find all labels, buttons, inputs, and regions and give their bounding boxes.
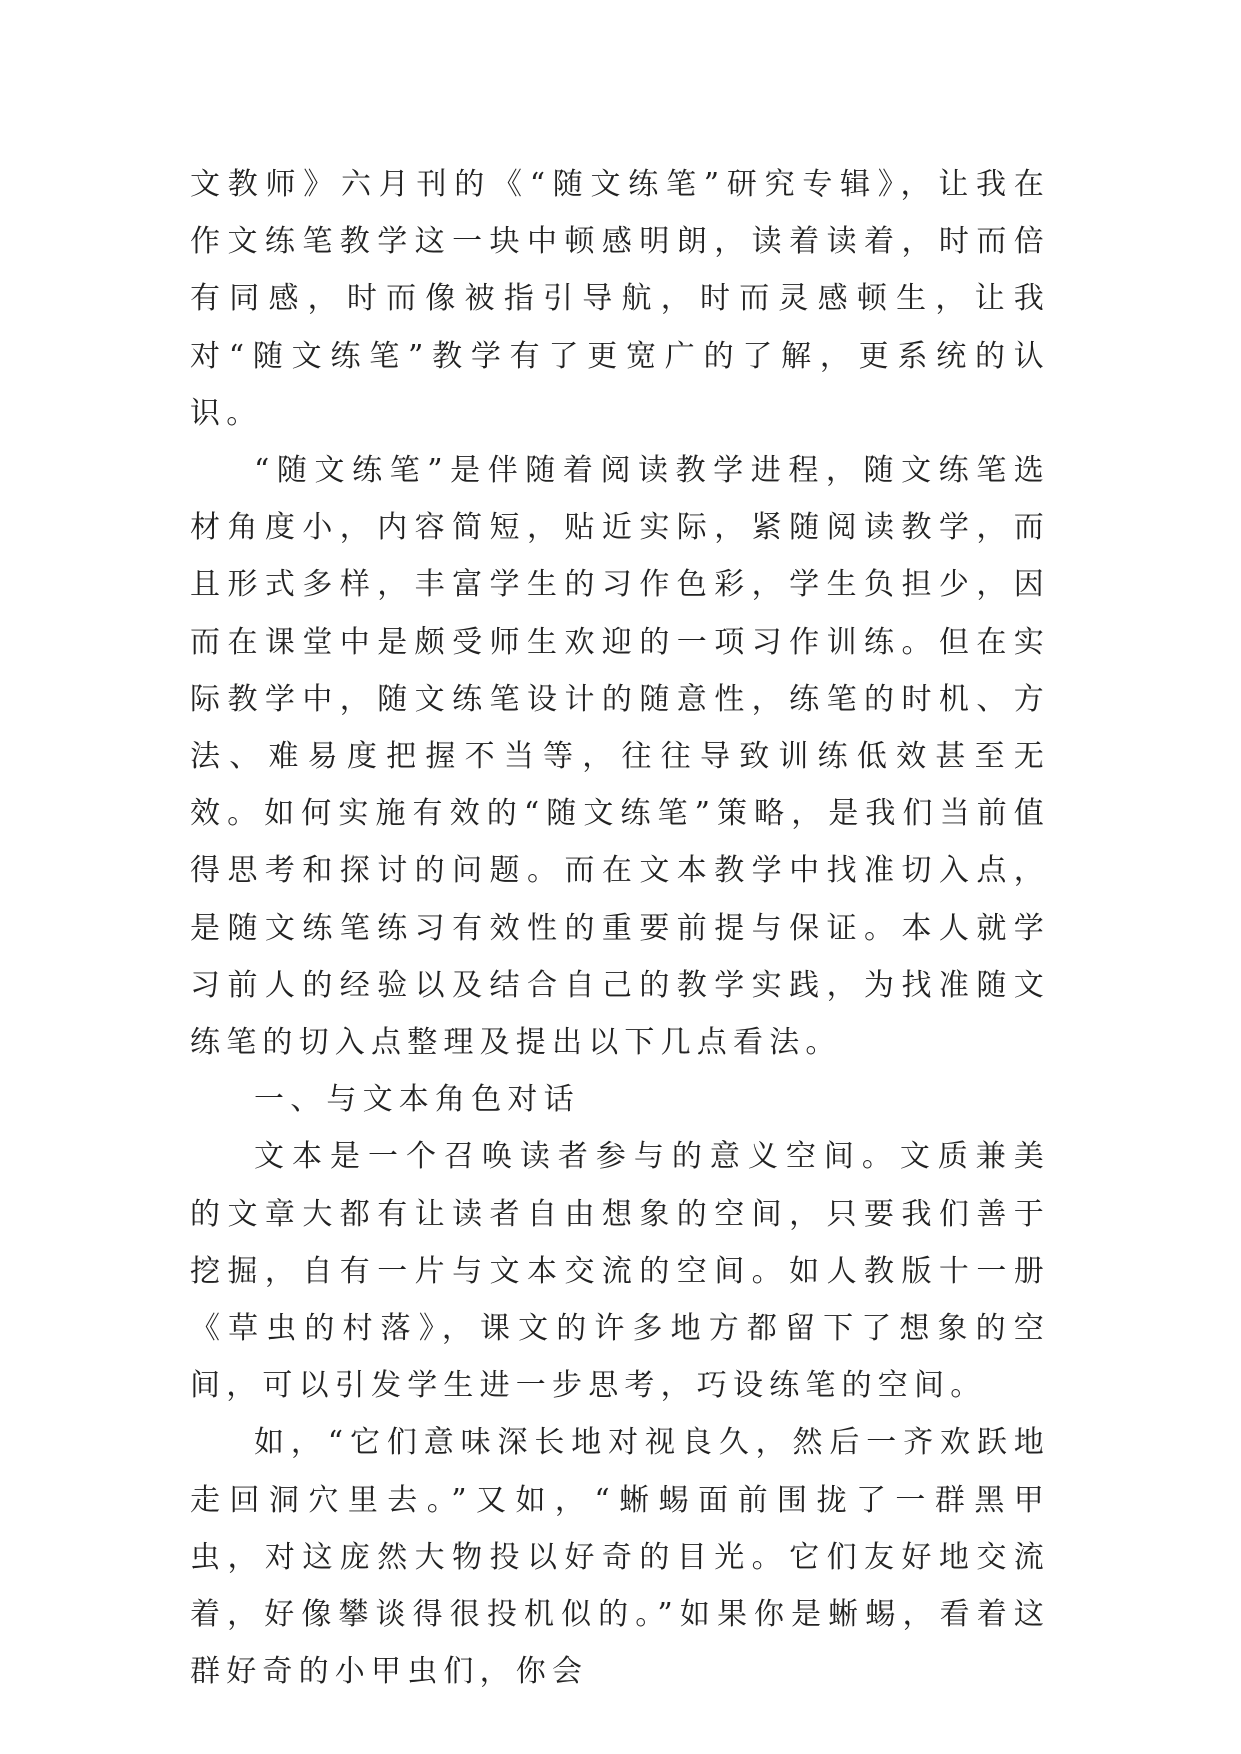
- paragraph-text-meaning-space: 文本是一个召唤读者参与的意义空间。文质兼美的文章大都有让读者自由想象的空间，只要我们善于挖掘，自有一片与文本交流的空间。如人教版十一册《草虫的村落》，课文的许多地方都留下了想象的空间，可以引发学生进一步思考，巧设练笔的空间。: [190, 1139, 1050, 1404]
- paragraph-example-quotes: 如，“它们意味深长地对视良久，然后一齐欢跃地走回洞穴里去。”又如，“蜥蜴面前围拢了一群黑甲虫，对这庞然大物投以好奇的目光。它们友好地交流着，好像攀谈得很投机似的。”如果你是蜥蜴，看着这群好奇的小甲虫们，你会: [190, 1425, 1050, 1690]
- document-body: [190, 156, 1050, 1700]
- paragraph-continued-intro: 文教师》六月刊的《“随文练笔”研究专辑》，让我在作文练笔教学这一块中顿感明朗，读着读着，时而倍有同感，时而像被指引导航，时而灵感顿生，让我对“随文练笔”教学有了更宽广的了解，更系统的认识。: [190, 167, 1050, 431]
- section-heading-1: 一、与文本角色对话: [254, 1082, 580, 1118]
- paragraph-suiwen-lianbi-definition: “随文练笔”是伴随着阅读教学进程，随文练笔选材角度小，内容简短，贴近实际，紧随阅读教学，而且形式多样，丰富学生的习作色彩，学生负担少，因而在课堂中是颇受师生欢迎的一项习作训练。但在实际教学中，随文练笔设计的随意性，练笔的时机、方法、难易度把握不当等，往往导致训练低效甚至无效。如何实施有效的“随文练笔”策略，是我们当前值得思考和探讨的问题。而在文本教学中找准切入点，是随文练笔练习有效性的重要前提与保证。本人就学习前人的经验以及结合自己的教学实践，为找准随文练笔的切入点整理及提出以下几点看法。: [190, 453, 1050, 1061]
